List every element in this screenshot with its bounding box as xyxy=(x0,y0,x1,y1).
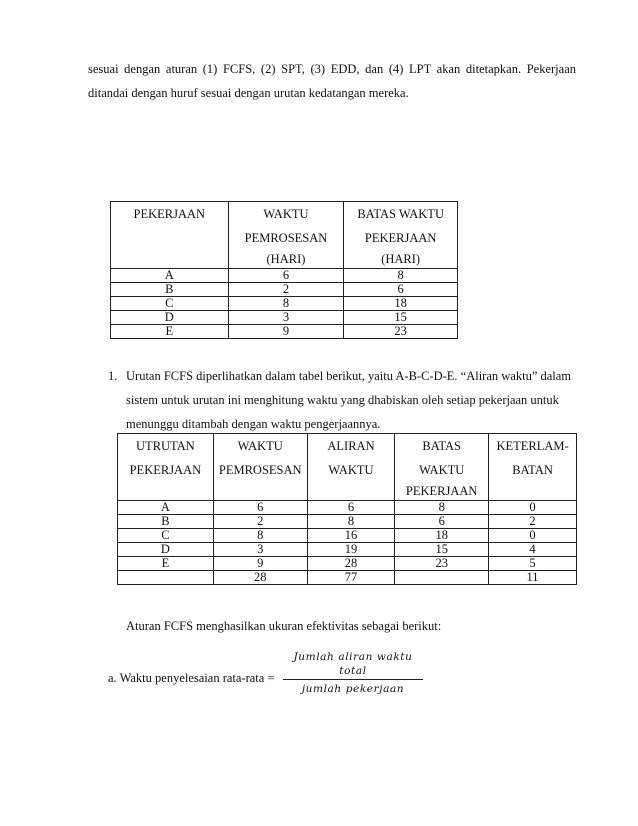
table-row xyxy=(118,557,577,571)
table-cell: A xyxy=(118,501,214,515)
table-cell: 8 xyxy=(307,515,395,529)
deadline-table-header xyxy=(111,202,458,269)
header-text: PEKERJAAN xyxy=(133,207,206,221)
header-text: PEMROSESAN xyxy=(244,231,328,245)
table-cell: 3 xyxy=(213,543,307,557)
table-cell: 3 xyxy=(228,311,344,325)
fcfs-note: Aturan FCFS menghasilkan ukuran efektivitas sebagai berikut: xyxy=(126,619,442,633)
table-row xyxy=(111,283,458,297)
table-row xyxy=(111,311,458,325)
table-cell: 77 xyxy=(307,571,395,585)
table-cell: 23 xyxy=(395,557,489,571)
table-total-row xyxy=(118,571,577,585)
table-cell: 2 xyxy=(228,283,344,297)
table-cell: B xyxy=(118,515,214,529)
table-cell xyxy=(118,571,214,585)
deadline-table xyxy=(110,201,458,339)
header-text: WAKTU xyxy=(237,439,283,453)
header-cell xyxy=(111,202,229,269)
table-row xyxy=(118,529,577,543)
formula-fraction xyxy=(283,650,423,696)
table-row xyxy=(118,501,577,515)
intro-line-1: sesuai dengan aturan (1) FCFS, (2) SPT, (3) EDD, dan (4) LPT akan ditetapkan. Pekerjaan xyxy=(88,62,576,76)
table-cell: 28 xyxy=(213,571,307,585)
table-cell: E xyxy=(118,557,214,571)
formula-label: a. Waktu penyelesaian rata-rata = xyxy=(108,671,275,685)
intro-paragraph xyxy=(88,57,576,105)
table-cell: E xyxy=(111,325,229,339)
table-row xyxy=(111,297,458,311)
table-cell: 6 xyxy=(344,283,458,297)
header-cell xyxy=(344,202,458,269)
header-text: BATAS xyxy=(422,439,461,453)
table-cell: 23 xyxy=(344,325,458,339)
table-cell: 15 xyxy=(344,311,458,325)
header-cell xyxy=(489,434,577,501)
table-cell: 9 xyxy=(213,557,307,571)
formula-denominator: jumlah pekerjaan xyxy=(301,683,405,695)
header-text: PEKERJAAN xyxy=(405,484,478,498)
table-cell xyxy=(395,571,489,585)
table-cell: 8 xyxy=(213,529,307,543)
table-cell: 8 xyxy=(228,297,344,311)
item-line-3: menunggu ditambah dengan waktu pengerjaannya. xyxy=(126,417,381,431)
intro-line-2: ditandai dengan huruf sesuai dengan urutan kedatangan mereka. xyxy=(88,86,409,100)
table-cell: 6 xyxy=(307,501,395,515)
header-text: PEKERJAAN xyxy=(364,231,437,245)
table-cell: 4 xyxy=(489,543,577,557)
table-cell: 6 xyxy=(395,515,489,529)
table-row xyxy=(111,325,458,339)
header-cell xyxy=(118,434,214,501)
fcfs-table-header xyxy=(118,434,577,501)
header-text: UTRUTAN xyxy=(136,439,195,453)
header-text: (HARI) xyxy=(266,252,306,266)
table-cell: 16 xyxy=(307,529,395,543)
table-cell: C xyxy=(118,529,214,543)
header-text: BATAN xyxy=(512,463,553,477)
table-cell: 2 xyxy=(489,515,577,529)
table-cell: 6 xyxy=(228,269,344,283)
table-row xyxy=(111,269,458,283)
table-cell: 11 xyxy=(489,571,577,585)
header-text: PEMROSESAN xyxy=(218,463,302,477)
table-cell: 2 xyxy=(213,515,307,529)
header-text: WAKTU xyxy=(328,463,374,477)
table-cell: B xyxy=(111,283,229,297)
table-cell: 19 xyxy=(307,543,395,557)
table-cell: A xyxy=(111,269,229,283)
header-text: WAKTU xyxy=(419,463,465,477)
table-cell: 9 xyxy=(228,325,344,339)
header-cell xyxy=(307,434,395,501)
table-cell: 0 xyxy=(489,501,577,515)
table-cell: 6 xyxy=(213,501,307,515)
formula-numerator: Jumlah aliran waktu total xyxy=(293,651,413,677)
table-cell: 18 xyxy=(344,297,458,311)
table-cell: D xyxy=(111,311,229,325)
item-line-1: Urutan FCFS diperlihatkan dalam tabel berikut, yaitu A-B-C-D-E. “Aliran waktu” dalam xyxy=(126,369,572,383)
header-text: ALIRAN xyxy=(327,439,375,453)
item-line-2: sistem untuk urutan ini menghitung waktu yang dhabiskan oleh setiap pekerjaan untuk xyxy=(126,393,559,407)
table-cell: D xyxy=(118,543,214,557)
header-cell xyxy=(213,434,307,501)
table-cell: C xyxy=(111,297,229,311)
table-cell: 28 xyxy=(307,557,395,571)
list-item-body xyxy=(126,364,586,436)
header-text: KETERLAM- xyxy=(496,439,569,453)
table-cell: 5 xyxy=(489,557,577,571)
table-cell: 15 xyxy=(395,543,489,557)
header-text: WAKTU xyxy=(263,207,309,221)
table-cell: 0 xyxy=(489,529,577,543)
table-row xyxy=(118,543,577,557)
header-text: PEKERJAAN xyxy=(129,463,202,477)
header-text: (HARI) xyxy=(381,252,421,266)
fraction-bar xyxy=(283,679,423,680)
table-cell: 8 xyxy=(344,269,458,283)
header-text: BATAS WAKTU xyxy=(357,207,444,221)
header-cell xyxy=(395,434,489,501)
table-cell: 18 xyxy=(395,529,489,543)
header-cell xyxy=(228,202,344,269)
table-row xyxy=(118,515,577,529)
list-number: 1. xyxy=(108,369,118,383)
average-completion-formula xyxy=(108,650,438,695)
fcfs-table xyxy=(117,433,577,585)
table-cell: 8 xyxy=(395,501,489,515)
